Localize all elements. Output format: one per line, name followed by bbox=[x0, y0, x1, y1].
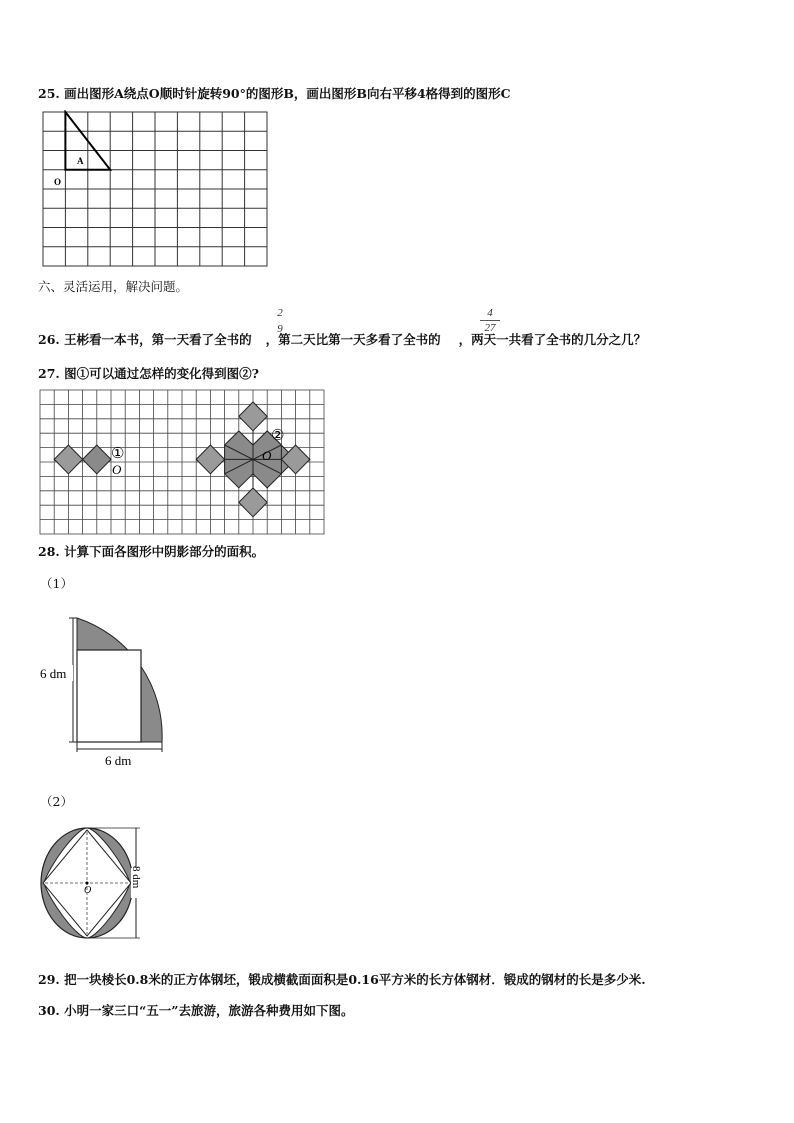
label-A: A bbox=[77, 156, 84, 166]
question-29 bbox=[38, 970, 646, 988]
denominator: 27 bbox=[484, 322, 496, 334]
width-label: 6 dm bbox=[105, 753, 132, 768]
figure-2-O: O bbox=[262, 448, 272, 463]
question-30 bbox=[38, 1001, 354, 1019]
figure-2-shape bbox=[196, 402, 310, 517]
question-text-part: ? bbox=[251, 366, 259, 381]
question-28 bbox=[38, 542, 264, 560]
q25-grid-figure bbox=[40, 110, 270, 270]
question-text: 把一块棱长0.8米的正方体钢坯，锻成横截面面积是0.16平方米的长方体钢材．锻成的钢材的长是多少米. bbox=[64, 972, 646, 987]
question-number: 26. bbox=[38, 332, 60, 347]
part-1-label: （1） bbox=[40, 576, 73, 591]
height-label: 6 dm bbox=[40, 666, 67, 681]
q28-figure-1 bbox=[35, 610, 175, 770]
question-text-part: 图 bbox=[64, 366, 77, 381]
question-number: 25. bbox=[38, 86, 60, 101]
part-2-label: （2） bbox=[40, 794, 73, 809]
circled-number-1: ① bbox=[76, 366, 90, 381]
numerator: 2 bbox=[277, 307, 283, 319]
diameter-label: 8 dm bbox=[130, 866, 142, 889]
question-text: 小明一家三口“五一”去旅游，旅游各种费用如下图。 bbox=[64, 1003, 354, 1018]
question-text: 画出图形A绕点O顺时针旋转90°的图形B，画出图形B向右平移4格得到的图形C bbox=[64, 86, 511, 101]
figure-2-label: ② bbox=[271, 428, 285, 444]
question-number: 29. bbox=[38, 972, 60, 987]
question-number: 28. bbox=[38, 544, 60, 559]
inner-square bbox=[77, 650, 141, 742]
question-25 bbox=[38, 84, 511, 102]
question-27 bbox=[38, 364, 259, 382]
question-text-part: ，两天一共看了全书的几分之几？ bbox=[458, 332, 647, 347]
question-number: 30. bbox=[38, 1003, 60, 1018]
question-number: 27. bbox=[38, 366, 60, 381]
fraction-2-9 bbox=[272, 307, 288, 335]
figure-1-O: O bbox=[112, 462, 122, 477]
q25-grid bbox=[43, 112, 267, 266]
section-title: 六、灵活运用，解决问题。 bbox=[38, 279, 189, 294]
q27-grid-figure bbox=[38, 388, 328, 536]
center-O: O bbox=[84, 885, 92, 896]
circled-number-2: ② bbox=[239, 366, 252, 381]
figure-1-label: ① bbox=[111, 446, 125, 462]
q28-figure-2 bbox=[36, 822, 156, 944]
denominator: 9 bbox=[277, 323, 283, 335]
question-26 bbox=[38, 330, 646, 348]
question-text-part: 王彬看一本书，第一天看了全书的 bbox=[64, 332, 252, 347]
numerator: 4 bbox=[487, 307, 493, 319]
question-text: 计算下面各图形中阴影部分的面积。 bbox=[64, 544, 265, 559]
question-text-part: 可以通过怎样的变化得到图 bbox=[89, 366, 240, 381]
fraction-4-27 bbox=[480, 307, 500, 334]
label-O: O bbox=[54, 177, 62, 187]
fraction-bar bbox=[480, 320, 500, 321]
question-text-part: ，第二天比第一天多看了全书的 bbox=[265, 332, 441, 347]
